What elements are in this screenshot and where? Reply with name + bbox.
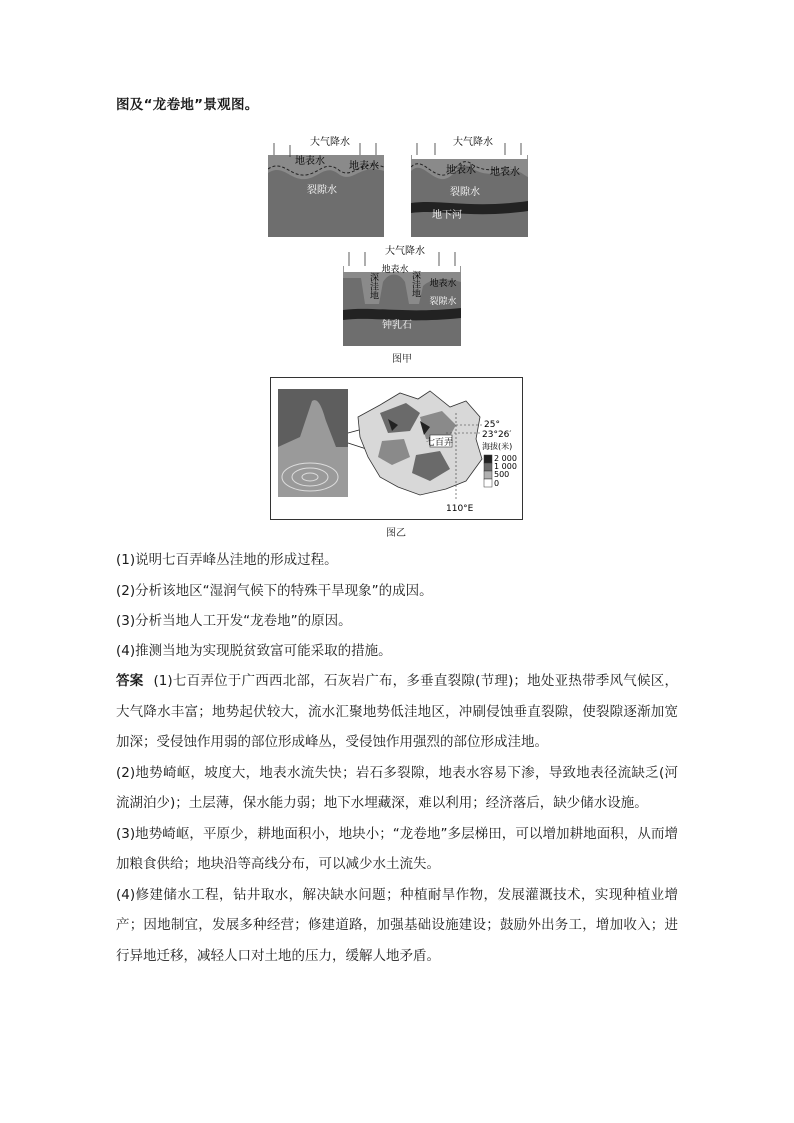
question-4: (4)推测当地为实现脱贫致富可能采取的措施。 bbox=[116, 643, 392, 659]
legend-swatch bbox=[484, 471, 492, 479]
figure-b bbox=[270, 377, 523, 520]
intro-text: 图及“龙卷地”景观图。 bbox=[116, 97, 259, 113]
answer-label: 答案 bbox=[116, 673, 144, 689]
fissure-water-label: 裂隙水 bbox=[307, 185, 337, 196]
underground-river-label: 地下河 bbox=[432, 210, 462, 221]
fissure-water-label: 裂隙水 bbox=[429, 297, 457, 307]
question-2: (2)分析该地区“湿润气候下的特殊干旱现象”的成因。 bbox=[116, 583, 433, 599]
figure-a-caption: 图甲 bbox=[392, 354, 412, 365]
depression-label: 深洼地 bbox=[368, 272, 378, 300]
answer-1: 答案 (1)七百弄位于广西西北部，石灰岩广布，多垂直裂隙(节理)；地处亚热带季风气候区，大气降水丰富；地势起伏较大，流水汇聚地势低洼地区，冲刷侵蚀垂直裂隙，使裂隙逐渐加宽加深；受侵蚀作用弱的部位形成峰丛，受侵蚀作用强烈的部位形成洼地。 bbox=[116, 673, 679, 750]
figure-a-panel-1 bbox=[268, 133, 384, 237]
legend-swatch bbox=[484, 479, 492, 487]
rain-label: 大气降水 bbox=[453, 137, 493, 148]
fissure-water-label: 裂隙水 bbox=[450, 187, 480, 198]
figure-a-panel-3 bbox=[343, 242, 461, 346]
surface-water-label: 地表水 bbox=[381, 265, 409, 275]
latitude-label-1: 25° bbox=[484, 420, 500, 430]
longitude-label: 110°E bbox=[446, 504, 474, 514]
legend-swatch bbox=[484, 463, 492, 471]
rain-label: 大气降水 bbox=[310, 137, 350, 148]
surface-water-label: 地表水 bbox=[295, 156, 325, 167]
legend-value: 0 bbox=[494, 479, 500, 488]
legend-value: 1 000 bbox=[494, 462, 517, 471]
surface-water-label: 地表水 bbox=[429, 279, 457, 289]
figure-b-caption: 图乙 bbox=[386, 528, 406, 539]
place-label: 七百弄 bbox=[426, 438, 454, 448]
stalactite-label: 钟乳石 bbox=[382, 320, 412, 331]
legend-title: 海拔(米) bbox=[482, 442, 513, 451]
latitude-label-2: 23°26′ bbox=[482, 430, 512, 440]
legend-value: 2 000 bbox=[494, 454, 517, 463]
surface-water-label: 地表水 bbox=[446, 165, 476, 176]
surface-water-label: 地表水 bbox=[349, 161, 379, 172]
figure-a-panel-2 bbox=[411, 133, 528, 237]
rain-label: 大气降水 bbox=[385, 246, 425, 257]
legend-value: 500 bbox=[494, 470, 510, 479]
answer-2: (2)地势崎岖，坡度大，地表水流失快；岩石多裂隙，地表水容易下渗，导致地表径流缺乏(河流湖泊少)；土层薄，保水能力弱；地下水埋藏深，难以利用；经济落后，缺少储水设施。 bbox=[116, 764, 678, 811]
answer-3: (3)地势崎岖，平原少，耕地面积小，地块小；“龙卷地”多层梯田，可以增加耕地面积，从而增加粮食供给；地块沿等高线分布，可以减少水土流失。 bbox=[116, 825, 678, 872]
depression-label: 深洼地 bbox=[410, 270, 420, 298]
answer-block bbox=[116, 666, 678, 971]
question-1: (1)说明七百弄峰丛洼地的形成过程。 bbox=[116, 552, 338, 568]
legend-swatch bbox=[484, 455, 492, 463]
answer-4: (4)修建储水工程，钻井取水，解决缺水问题；种植耐旱作物，发展灌溉技术，实现种植业增产；因地制宜，发展多种经营；修建道路，加强基础设施建设；鼓励外出务工，增加收入；进行异地迁移，减轻人口对土地的压力，缓解人地矛盾。 bbox=[116, 886, 678, 964]
surface-water-label: 地表水 bbox=[490, 167, 520, 178]
question-3: (3)分析当地人工开发“龙卷地”的原因。 bbox=[116, 613, 352, 629]
